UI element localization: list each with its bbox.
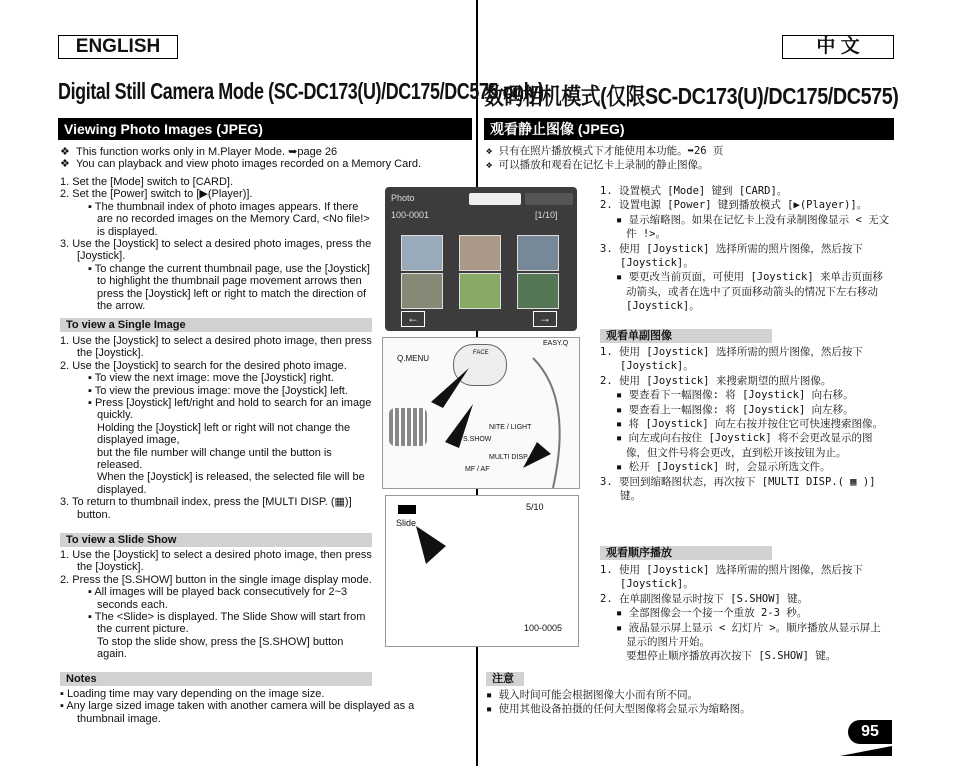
step-bullet: ▪ 液晶显示屏上显示 < 幻灯片 >。顺序播放从显示屏上显示的图片开始。 xyxy=(616,621,881,649)
thumbnail-image[interactable] xyxy=(401,235,443,271)
multi-disp-label: MULTI DISP. xyxy=(489,454,529,461)
step: 1. 使用 [Joystick] 选择所需的照片图像，然后按下 [Joystick]。 xyxy=(600,564,863,591)
page-number-wedge xyxy=(840,746,892,756)
step: 2. 设置电源 [Power] 键到播放模式 [▶(Player)]。 xyxy=(600,199,868,212)
image-counter: [1/10] xyxy=(535,210,558,220)
step-bullet: ▪ 将 [Joystick] 向左右按并按住它可快速搜索图像。 xyxy=(616,418,884,431)
thumbnail-image[interactable] xyxy=(459,273,501,309)
chinese-notes xyxy=(486,688,826,717)
step-bullet: ▪ 全部图像会一个接一个重放 2-3 秒。 xyxy=(616,607,808,620)
step-bullet: ▪ To change the current thumbnail page, use the [Joystick] to highlight the thumbnail page movement arrows then press the [Joystick] left or right to match the direction of the arrow. xyxy=(88,262,370,313)
english-single-steps xyxy=(60,335,372,521)
camera-tab-icon xyxy=(469,193,521,205)
easy-q-label: EASY.Q xyxy=(543,340,569,347)
english-label: ENGLISH xyxy=(58,35,178,59)
step: 3. 要回到缩略图状态，再次按下 [MULTI DISP.( ▦ )] 键。 xyxy=(600,475,876,503)
note-item: ▪ 使用其他设备拍摄的任何大型图像将会显示为缩略图。 xyxy=(486,703,751,716)
step: 2. Use the [Joystick] to search for the desired photo image. xyxy=(60,359,347,372)
thumbnail-screen xyxy=(385,187,577,331)
face-label: FACE xyxy=(473,350,489,356)
step-bullet: ▪ All images will be played back consecutively for 2~3 seconds each. xyxy=(88,586,348,611)
screen-mode-label: Photo xyxy=(391,193,415,203)
subsection-slide-show: To view a Slide Show xyxy=(60,533,372,547)
step: 1. 使用 [Joystick] 选择所需的照片图像，然后按下 [Joystick]。 xyxy=(600,346,863,373)
intro-line: ❖ This function works only in M.Player Mode. ➥page 26 xyxy=(60,146,338,158)
step: 2. 在单副图像显示时按下 [S.SHOW] 键。 xyxy=(600,592,809,605)
step: 1. Set the [Mode] switch to [CARD]. xyxy=(60,176,234,188)
section-title-chinese: 观看静止图像 (JPEG) xyxy=(484,118,894,140)
step: 1. Use the [Joystick] to select a desired photo image, then press the [Joystick]. xyxy=(60,549,372,574)
step: 1. Use the [Joystick] to select a desired photo image, then press the [Joystick]. xyxy=(60,335,372,360)
note-item: ▪ Loading time may vary depending on the image size. xyxy=(60,688,325,700)
step-bullet: ▪ The <Slide> is displayed. The Slide Show will start from the current picture. xyxy=(88,611,366,636)
slide-file-number: 100-0005 xyxy=(524,623,563,633)
step-note: When the [Joystick] is released, the selected file will be displayed. xyxy=(97,471,365,496)
thumbnail-image[interactable] xyxy=(459,235,501,271)
notes-title-english: Notes xyxy=(60,672,372,686)
intro-line: ❖ 只有在照片播放模式下才能使用本功能。➥26 页 xyxy=(486,145,724,157)
file-number: 100-0001 xyxy=(391,210,430,220)
step-bullet: ▪ 要查看下一幅图像: 将 [Joystick] 向右移。 xyxy=(616,389,854,402)
step-bullet: ▪ 要查看上一幅图像: 将 [Joystick] 向左移。 xyxy=(616,403,854,416)
next-page-arrow-icon[interactable]: → xyxy=(533,311,557,327)
step: 3. 使用 [Joystick] 选择所需的照片图像，然后按下 [Joystick]。 xyxy=(600,242,863,270)
pointer-arrows-icon xyxy=(383,338,579,488)
step-note: To stop the slide show, press the [S.SHOW] button again. xyxy=(97,635,344,661)
english-intro xyxy=(60,146,470,171)
nite-light-label: NITE / LIGHT xyxy=(489,424,532,431)
step-note: Holding the [Joystick] left or right will not change the displayed image, xyxy=(97,421,351,447)
chinese-intro xyxy=(486,144,886,173)
chinese-single-steps xyxy=(600,345,890,503)
note-item: ▪ 载入时间可能会根据图像大小而有所不同。 xyxy=(486,689,699,701)
step: 3. Use the [Joystick] to select a desired photo images, press the [Joystick]. xyxy=(60,238,372,263)
subsection-single-image-zh: 观看单副图像 xyxy=(600,329,772,343)
step: 2. Press the [S.SHOW] button in the single image display mode. xyxy=(60,573,372,586)
step-note: 要想停止顺序播放再次按下 [S.SHOW] 键。 xyxy=(626,650,837,663)
page-title-chinese: 数码相机模式(仅限SC-DC173(U)/DC175/DC575) xyxy=(484,83,899,109)
intro-line: ❖ You can playback and view photo images recorded on a Memory Card. xyxy=(60,158,422,171)
slide-screen xyxy=(385,495,579,647)
thumbnail-image[interactable] xyxy=(517,235,559,271)
mf-af-label: MF / AF xyxy=(465,466,490,473)
step-bullet: ▪ 要更改当前页面，可使用 [Joystick] 来单击页面移动箭头，或者在选中了页面移动箭头的情况下左右移动 [Joystick]。 xyxy=(616,271,884,313)
step-bullet: ▪ Press [Joystick] left/right and hold to search for an image quickly. xyxy=(88,397,372,422)
chinese-slide-steps xyxy=(600,563,890,664)
step: 1. 设置模式 [Mode] 键到 [CARD]。 xyxy=(600,185,788,197)
chinese-steps xyxy=(600,184,890,314)
english-steps xyxy=(60,176,372,312)
thumbnail-image[interactable] xyxy=(401,273,443,309)
english-notes xyxy=(60,688,440,725)
intro-line: ❖ 可以播放和观看在记忆卡上录制的静止图像。 xyxy=(486,159,709,172)
card-tab-icon xyxy=(525,193,573,205)
step-bullet: ▪ 显示缩略图。如果在记忆卡上没有录制图像显示 < 无文件 !>。 xyxy=(616,213,890,241)
subsection-single-image: To view a Single Image xyxy=(60,318,372,332)
english-slide-steps xyxy=(60,549,372,661)
chinese-label: 中 文 xyxy=(782,35,894,59)
step-bullet: ▪ To view the next image: move the [Joystick] right. xyxy=(88,372,334,385)
q-menu-label: Q.MENU xyxy=(397,354,429,363)
s-show-label: S.SHOW xyxy=(463,436,492,443)
slide-counter: 5/10 xyxy=(526,502,544,512)
previous-page-arrow-icon[interactable]: ← xyxy=(401,311,425,327)
section-title-english: Viewing Photo Images (JPEG) xyxy=(58,118,472,140)
page-title-english: Digital Still Camera Mode (SC-DC173(U)/DC175/DC575 only) xyxy=(58,78,544,104)
note-item: ▪ Any large sized image taken with another camera will be displayed as a thumbnail image. xyxy=(60,700,415,725)
step: 2. Set the [Power] switch to [▶(Player)]. xyxy=(60,188,253,201)
step-bullet: ▪ To view the previous image: move the [Joystick] left. xyxy=(88,384,348,397)
notes-title-chinese: 注意 xyxy=(486,672,524,686)
step-note: but the file number will change until the button is released. xyxy=(97,446,332,472)
camera-illustration xyxy=(382,337,580,489)
step: 3. To return to thumbnail index, press the [MULTI DISP. (▦)] button. xyxy=(60,496,352,521)
subsection-slide-show-zh: 观看顺序播放 xyxy=(600,546,772,560)
thumbnail-image[interactable] xyxy=(517,273,559,309)
page-number: 95 xyxy=(848,720,892,744)
step-bullet: ▪ The thumbnail index of photo images appears. If there are no recorded images on the Memory Card, <No file!> is displayed. xyxy=(88,200,370,238)
step-bullet: ▪ 松开 [Joystick] 时，会显示所选文件。 xyxy=(616,461,831,474)
step-bullet: ▪ 向左或向右按住 [Joystick] 将不会更改显示的图像，但文件号将会更改，直到松开该按钮为止。 xyxy=(616,432,873,459)
step: 2. 使用 [Joystick] 来搜索期望的照片图像。 xyxy=(600,374,832,387)
slide-label: Slide xyxy=(396,518,417,528)
